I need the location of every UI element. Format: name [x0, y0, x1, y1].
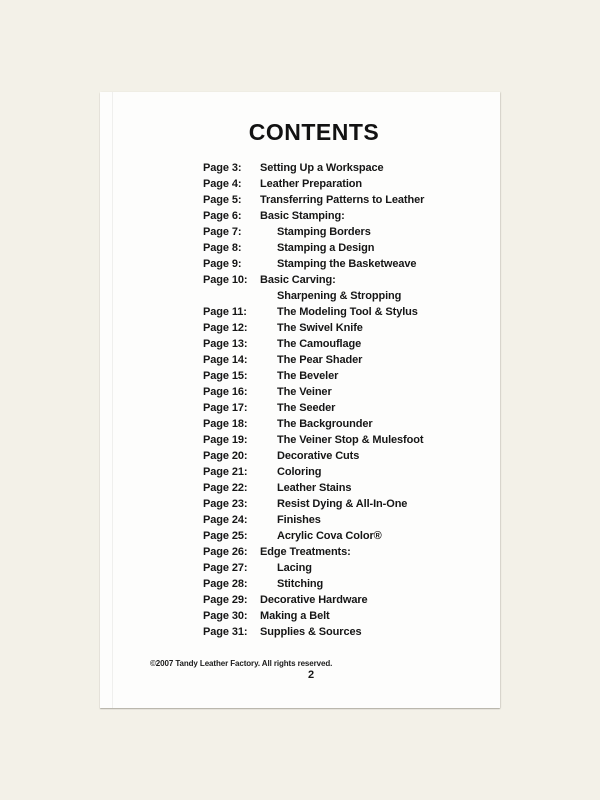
contents-page	[100, 92, 500, 708]
toc-page-label: Page 14:	[203, 354, 248, 366]
toc-entry-title: Leather Stains	[277, 482, 352, 494]
toc-entry	[203, 480, 493, 496]
toc-page-label: Page 12:	[203, 322, 248, 334]
toc-page-label: Page 7:	[203, 226, 242, 238]
toc-entry-title: Sharpening & Stropping	[277, 290, 402, 302]
toc-entry	[203, 288, 493, 304]
toc-entry-title: The Beveler	[277, 370, 339, 382]
toc-page-label	[203, 288, 260, 304]
toc-entry-title: Leather Preparation	[260, 178, 363, 190]
toc-entry	[203, 320, 493, 336]
toc-page-label: Page 24:	[203, 514, 248, 526]
toc-page-label: Page 28:	[203, 578, 248, 590]
toc-entry-title: The Veiner	[277, 386, 332, 398]
toc-entry	[203, 352, 493, 368]
toc-page-label: Page 9:	[203, 258, 242, 270]
toc-entry-title: Stamping the Basketweave	[277, 258, 417, 270]
toc-entry	[203, 240, 493, 256]
toc-page-label: Page 8:	[203, 242, 242, 254]
toc-entry-title: Edge Treatments:	[260, 546, 351, 558]
toc-entry	[203, 256, 493, 272]
toc-entry	[203, 368, 493, 384]
toc-entry-title: The Backgrounder	[277, 418, 373, 430]
toc-entry	[203, 448, 493, 464]
toc-entry-title: Stitching	[277, 578, 324, 590]
toc-page-label: Page 19:	[203, 434, 248, 446]
toc-page-label: Page 31:	[203, 626, 248, 638]
toc-entry-title: Making a Belt	[260, 610, 330, 622]
toc-entry	[203, 208, 493, 224]
toc-entry-title: Transferring Patterns to Leather	[260, 194, 425, 206]
toc-page-label: Page 16:	[203, 386, 248, 398]
toc-page-label: Page 11:	[203, 306, 247, 318]
toc-entry-title: Decorative Hardware	[260, 594, 368, 606]
toc-entry	[203, 544, 493, 560]
page-title: CONTENTS	[248, 119, 380, 145]
toc-entry-title: Supplies & Sources	[260, 626, 362, 638]
toc-list	[203, 160, 493, 640]
toc-entry	[203, 384, 493, 400]
copyright-text: ©2007 Tandy Leather Factory. All rights reserved.	[150, 659, 333, 668]
toc-page-label: Page 3:	[203, 162, 242, 174]
toc-page-label: Page 29:	[203, 594, 248, 606]
toc-entry-title: Setting Up a Workspace	[260, 162, 384, 174]
toc-entry	[203, 624, 493, 640]
toc-entry	[203, 272, 493, 288]
toc-entry-title: Coloring	[277, 466, 322, 478]
toc-entry-title: The Swivel Knife	[277, 322, 363, 334]
toc-page-label: Page 30:	[203, 610, 248, 622]
toc-page-label: Page 6:	[203, 210, 242, 222]
toc-page-label: Page 10:	[203, 274, 248, 286]
toc-entry	[203, 432, 493, 448]
toc-entry	[203, 416, 493, 432]
toc-entry-title: The Camouflage	[277, 338, 362, 350]
toc-entry-title: Resist Dying & All-In-One	[277, 498, 408, 510]
toc-page-label: Page 23:	[203, 498, 248, 510]
toc-page-label: Page 27:	[203, 562, 248, 574]
toc-entry-title: Finishes	[277, 514, 321, 526]
toc-entry	[203, 464, 493, 480]
toc-entry-title: Acrylic Cova Color®	[277, 530, 382, 542]
toc-entry-title: Lacing	[277, 562, 312, 574]
toc-entry	[203, 336, 493, 352]
toc-entry	[203, 176, 493, 192]
toc-page-label: Page 13:	[203, 338, 248, 350]
toc-entry	[203, 192, 493, 208]
toc-entry-title: Decorative Cuts	[277, 450, 360, 462]
toc-entry	[203, 512, 493, 528]
toc-page-label: Page 5:	[203, 194, 242, 206]
toc-page-label: Page 17:	[203, 402, 248, 414]
toc-entry	[203, 160, 493, 176]
toc-entry-title: Stamping a Design	[277, 242, 375, 254]
toc-page-label: Page 21:	[203, 466, 248, 478]
toc-entry	[203, 608, 493, 624]
toc-entry-title: Basic Stamping:	[260, 210, 345, 222]
toc-entry	[203, 496, 493, 512]
page-number: 2	[307, 669, 315, 681]
toc-entry	[203, 304, 493, 320]
toc-entry	[203, 560, 493, 576]
toc-page-label: Page 22:	[203, 482, 248, 494]
toc-entry-title: The Seeder	[277, 402, 336, 414]
toc-entry	[203, 528, 493, 544]
toc-entry-title: The Pear Shader	[277, 354, 363, 366]
toc-page-label: Page 25:	[203, 530, 248, 542]
toc-entry	[203, 576, 493, 592]
toc-entry	[203, 592, 493, 608]
toc-page-label: Page 15:	[203, 370, 248, 382]
toc-page-label: Page 4:	[203, 178, 242, 190]
toc-entry	[203, 224, 493, 240]
toc-page-label: Page 18:	[203, 418, 248, 430]
toc-entry-title: The Modeling Tool & Stylus	[277, 306, 418, 318]
toc-entry-title: The Veiner Stop & Mulesfoot	[277, 434, 424, 446]
toc-page-label: Page 26:	[203, 546, 248, 558]
toc-entry	[203, 400, 493, 416]
toc-page-label: Page 20:	[203, 450, 248, 462]
toc-entry-title: Stamping Borders	[277, 226, 371, 238]
toc-entry-title: Basic Carving:	[260, 274, 336, 286]
